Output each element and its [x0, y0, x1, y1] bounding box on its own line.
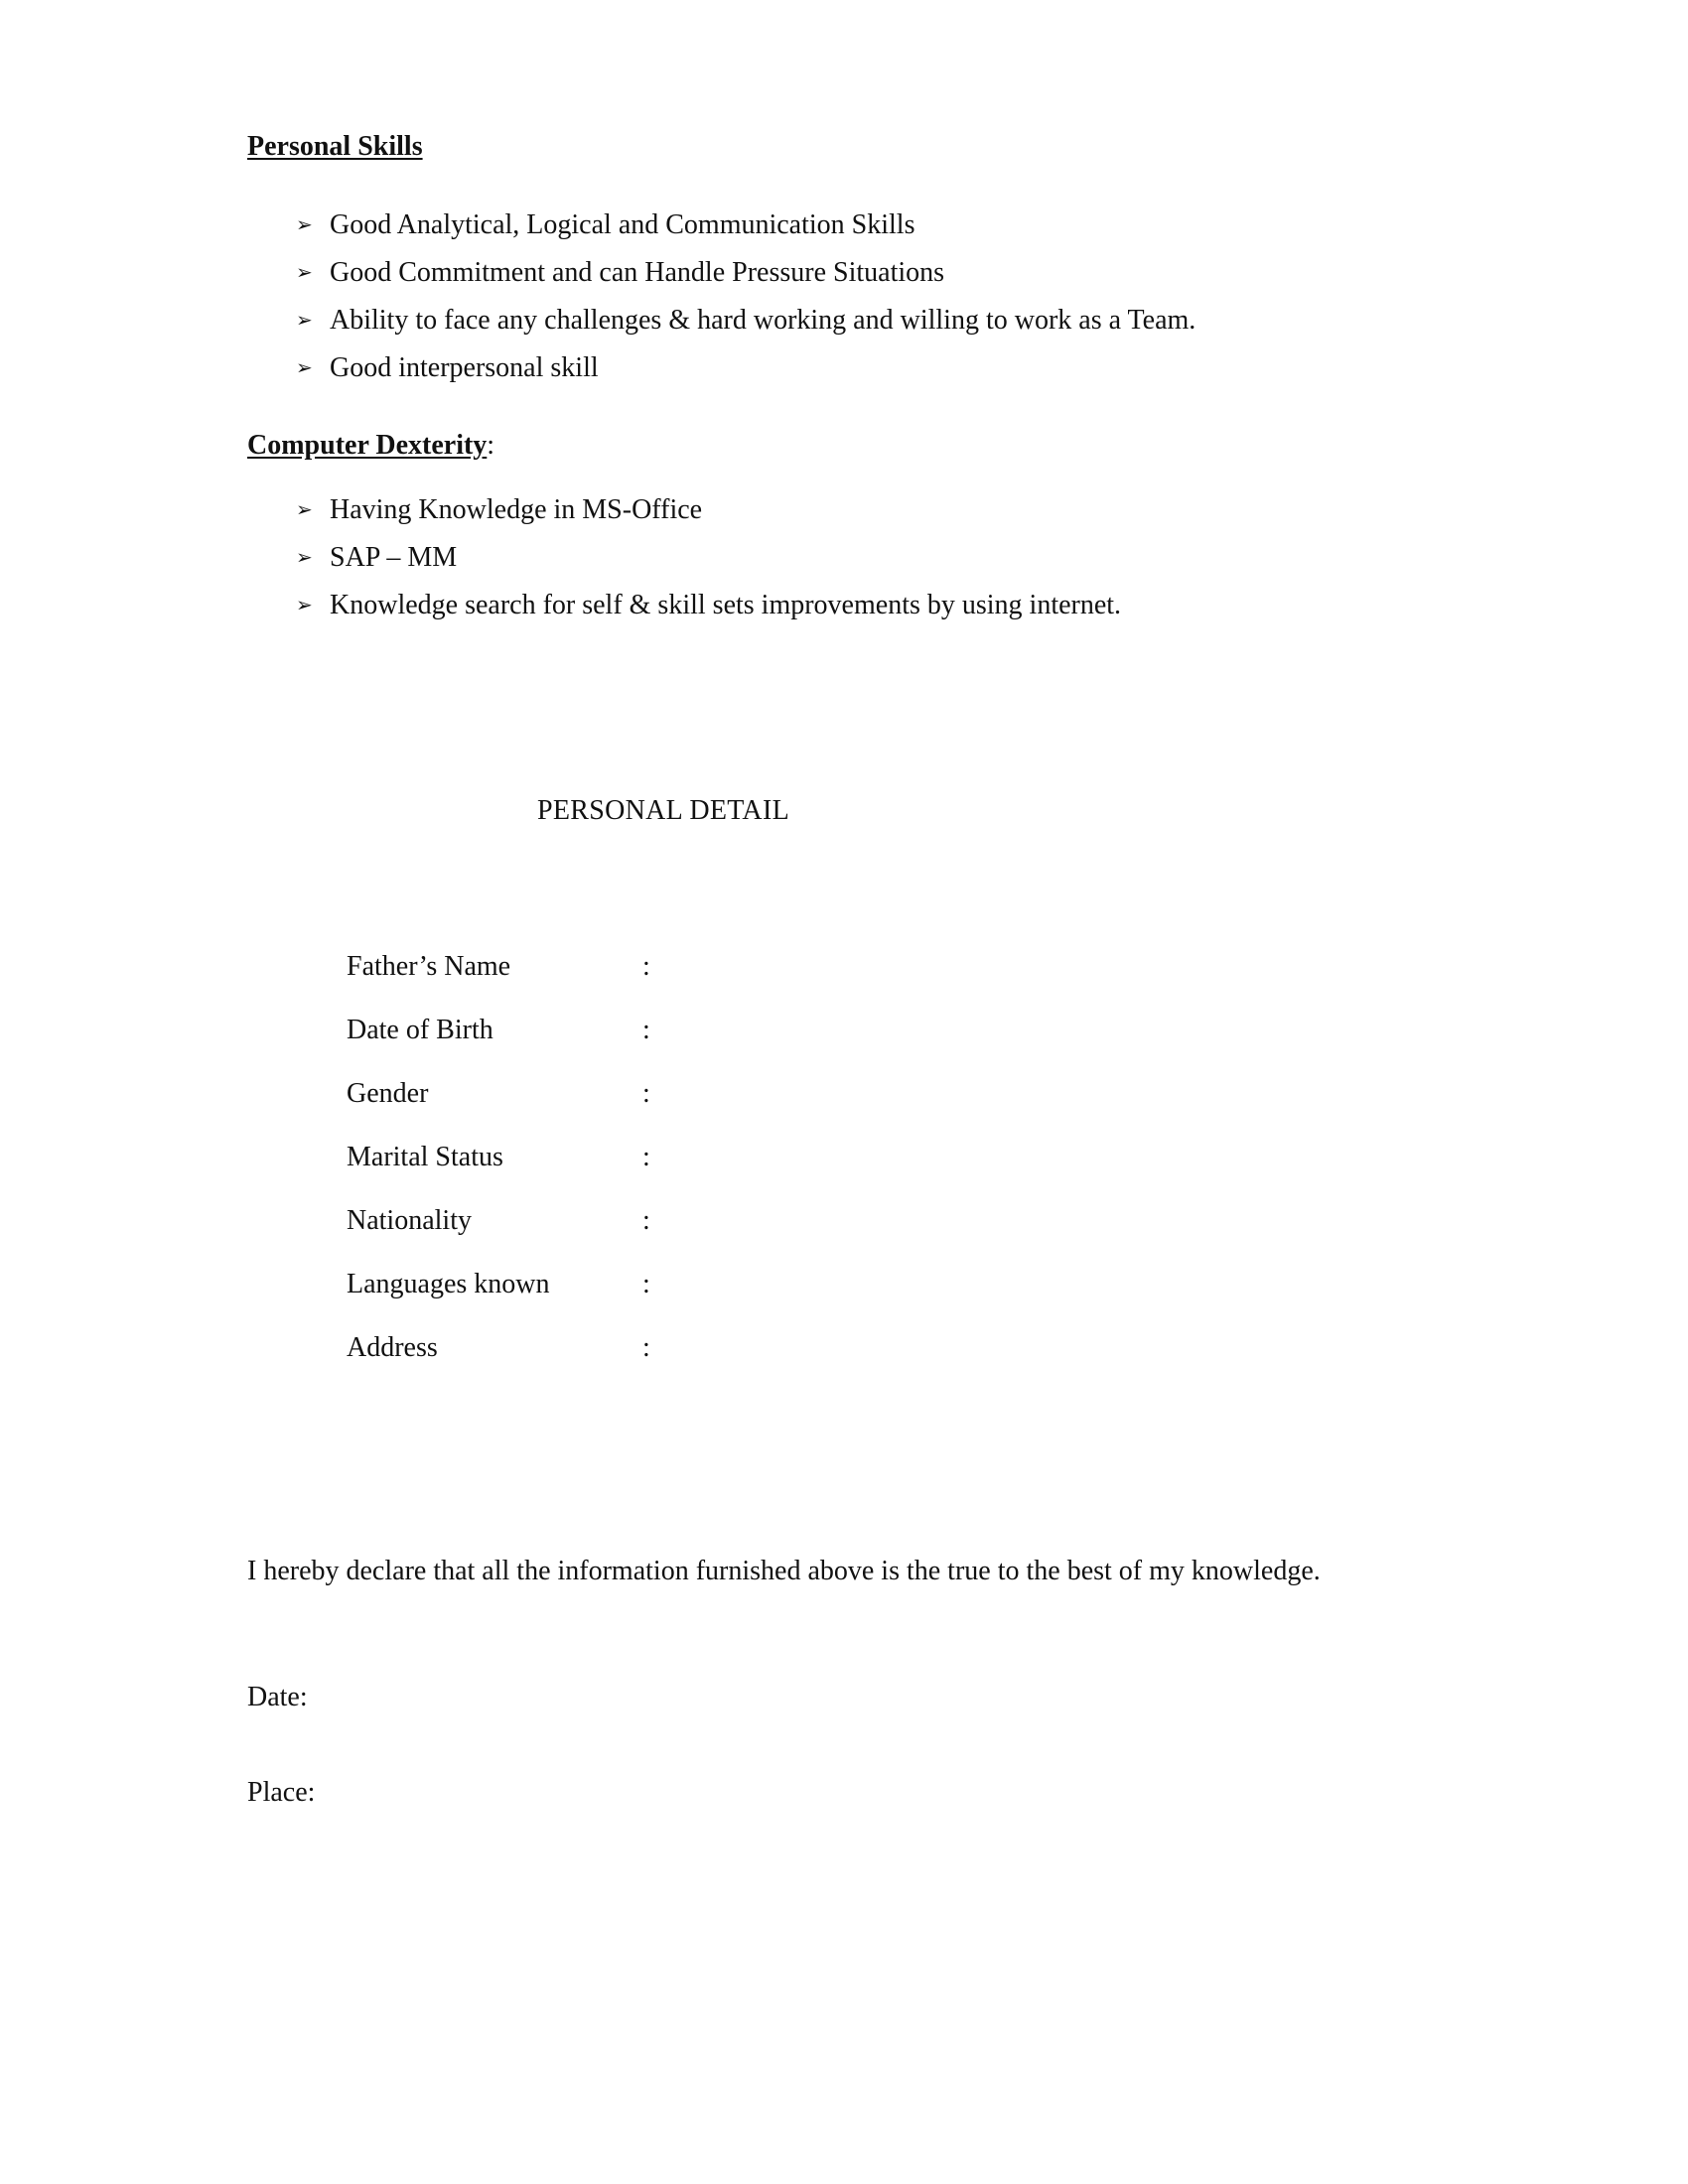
computer-dexterity-heading — [247, 429, 494, 463]
detail-row — [347, 1331, 662, 1395]
detail-separator: : — [642, 1015, 650, 1045]
detail-separator: : — [642, 951, 650, 982]
arrow-bullet-icon: ➢ — [296, 593, 313, 616]
personal-skills-heading-text: Personal Skills — [247, 131, 423, 162]
list-item — [296, 534, 1121, 582]
personal-skills-list — [296, 202, 1196, 392]
list-item-text: SAP – MM — [330, 542, 458, 574]
detail-label: Nationality — [347, 1205, 472, 1236]
list-item-text: Knowledge search for self & skill sets improvements by using internet. — [330, 590, 1122, 621]
detail-separator: : — [642, 1332, 650, 1363]
list-item-text: Good interpersonal skill — [330, 352, 599, 384]
detail-row — [347, 1141, 662, 1204]
detail-separator: : — [642, 1269, 650, 1299]
detail-label: Father’s Name — [347, 951, 511, 982]
detail-separator: : — [642, 1142, 650, 1172]
arrow-bullet-icon: ➢ — [296, 308, 313, 332]
arrow-bullet-icon: ➢ — [296, 497, 313, 521]
detail-row — [347, 1077, 662, 1141]
detail-label: Gender — [347, 1078, 429, 1109]
list-item — [296, 582, 1121, 629]
declaration-text: I hereby declare that all the information furnished above is the true to the best of my knowledge. — [247, 1556, 1321, 1586]
arrow-bullet-icon: ➢ — [296, 212, 313, 236]
list-item-text: Ability to face any challenges & hard working and willing to work as a Team. — [330, 305, 1196, 337]
place-label: Place: — [247, 1777, 316, 1808]
detail-label: Address — [347, 1332, 438, 1363]
list-item — [296, 249, 1196, 297]
detail-label: Languages known — [347, 1269, 550, 1299]
arrow-bullet-icon: ➢ — [296, 355, 313, 379]
computer-dexterity-heading-text: Computer Dexterity — [247, 430, 488, 461]
list-item — [296, 297, 1196, 344]
detail-separator: : — [642, 1205, 650, 1236]
arrow-bullet-icon: ➢ — [296, 545, 313, 569]
detail-row — [347, 1268, 662, 1331]
list-item-text: Good Analytical, Logical and Communication Skills — [330, 209, 915, 241]
detail-separator: : — [642, 1078, 650, 1109]
date-label: Date: — [247, 1682, 308, 1712]
list-item-text: Having Knowledge in MS-Office — [330, 494, 703, 526]
list-item-text: Good Commitment and can Handle Pressure Situations — [330, 257, 945, 289]
computer-dexterity-list — [296, 486, 1121, 629]
personal-skills-heading — [247, 130, 423, 164]
detail-label: Marital Status — [347, 1142, 503, 1172]
detail-label: Date of Birth — [347, 1015, 493, 1045]
computer-dexterity-heading-colon: : — [487, 430, 495, 461]
list-item — [296, 344, 1196, 392]
detail-row — [347, 1204, 662, 1268]
arrow-bullet-icon: ➢ — [296, 260, 313, 284]
list-item — [296, 202, 1196, 249]
personal-detail-title: PERSONAL DETAIL — [537, 795, 789, 826]
detail-row — [347, 1014, 662, 1077]
personal-detail-table — [347, 950, 662, 1395]
detail-row — [347, 950, 662, 1014]
list-item — [296, 486, 1121, 534]
